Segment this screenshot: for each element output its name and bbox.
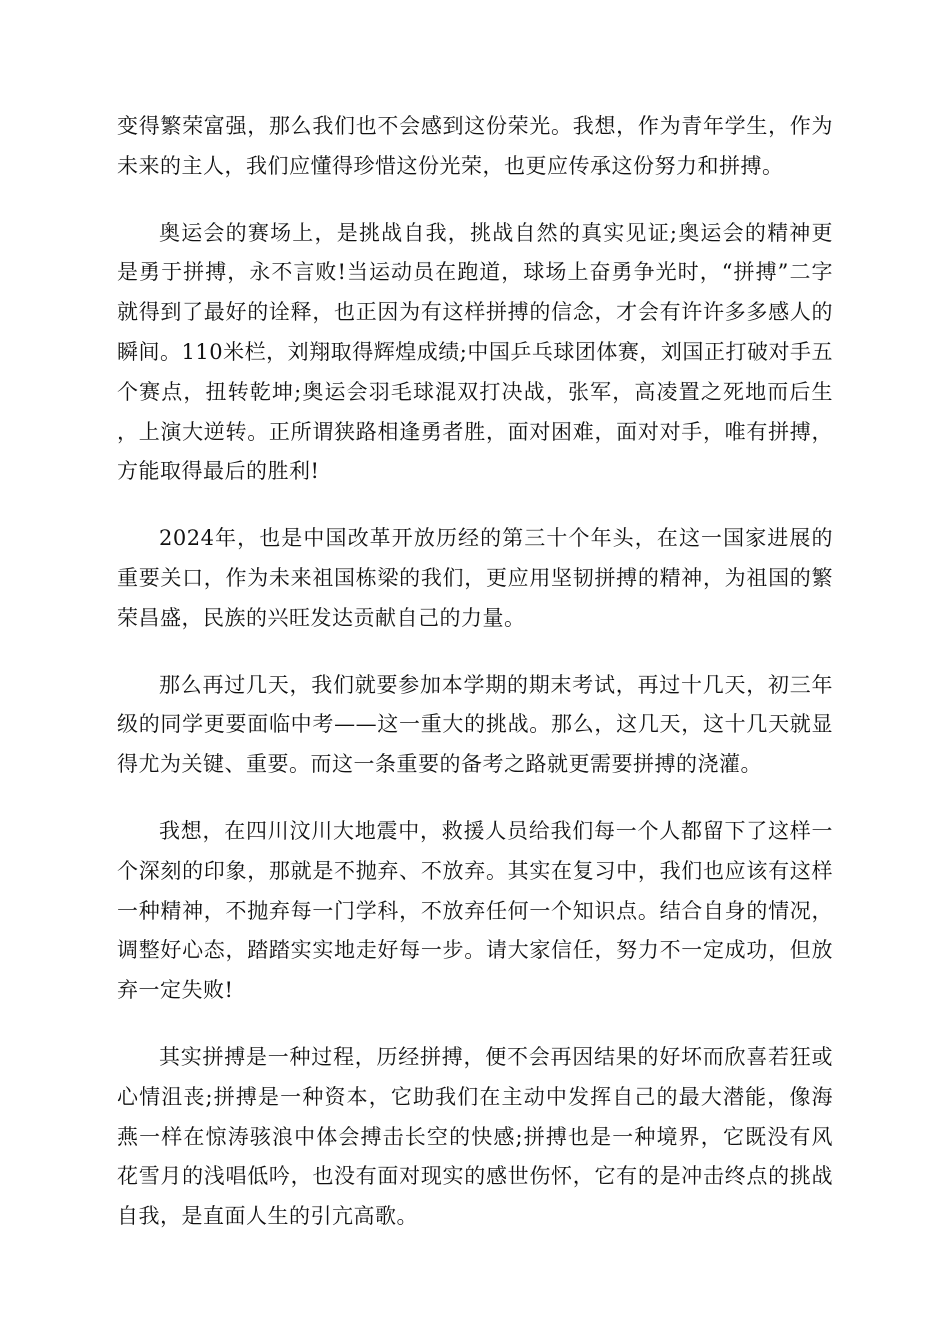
paragraph-6: 其实拼搏是一种过程，历经拼搏，便不会再因结果的好坏而欣喜若狂或心情沮丧;拼搏是一种资本，它助我们在主动中发挥自己的最大潜能，像海燕一样在惊涛骇浪中体会搏击长空的快感;拼搏也是一种境界，它既没有风花雪月的浅唱低吟，也没有面对现实的感世伤怀，它有的是冲击终点的挑战自我，是直面人生的引亢高歌。 (117, 1044, 833, 1229)
paragraph-2: 奥运会的赛场上，是挑战自我，挑战自然的真实见证;奥运会的精神更是勇于拼搏，永不言败!当运动员在跑道，球场上奋勇争光时，“拼搏”二字就得到了最好的诠释，也正因为有这样拼搏的信念，才会有许许多多感人的瞬间。110米栏，刘翔取得辉煌成绩;中国乒乓球团体赛，刘国正打破对手五个赛点，扭转乾坤;奥运会羽毛球混双打决战，张军，高凌置之死地而后生，上演大逆转。正所谓狭路相逢勇者胜，面对困难，面对对手，唯有拼搏，方能取得最后的胜利! (117, 220, 833, 484)
paragraph-3: 2024年，也是中国改革开放历经的第三十个年头，在这一国家进展的重要关口，作为未来祖国栋梁的我们，更应用坚韧拼搏的精神，为祖国的繁荣昌盛，民族的兴旺发达贡献自己的力量。 (117, 526, 833, 630)
paragraph-5: 我想，在四川汶川大地震中，救援人员给我们每一个人都留下了这样一个深刻的印象，那就是不抛弃、不放弃。其实在复习中，我们也应该有这样一种精神，不抛弃每一门学科，不放弃任何一个知识点。结合自身的情况，调整好心态，踏踏实实地走好每一步。请大家信任，努力不一定成功，但放弃一定失败! (117, 818, 833, 1003)
paragraph-1: 变得繁荣富强，那么我们也不会感到这份荣光。我想，作为青年学生，作为未来的主人，我们应懂得珍惜这份光荣，也更应传承这份努力和拼搏。 (117, 114, 833, 178)
document-body (117, 107, 833, 1264)
paragraph-4: 那么再过几天，我们就要参加本学期的期末考试，再过十几天，初三年级的同学更要面临中考——这一重大的挑战。那么，这几天，这十几天就显得尤为关键、重要。而这一条重要的备考之路就更需要拼搏的浇灌。 (117, 672, 833, 777)
